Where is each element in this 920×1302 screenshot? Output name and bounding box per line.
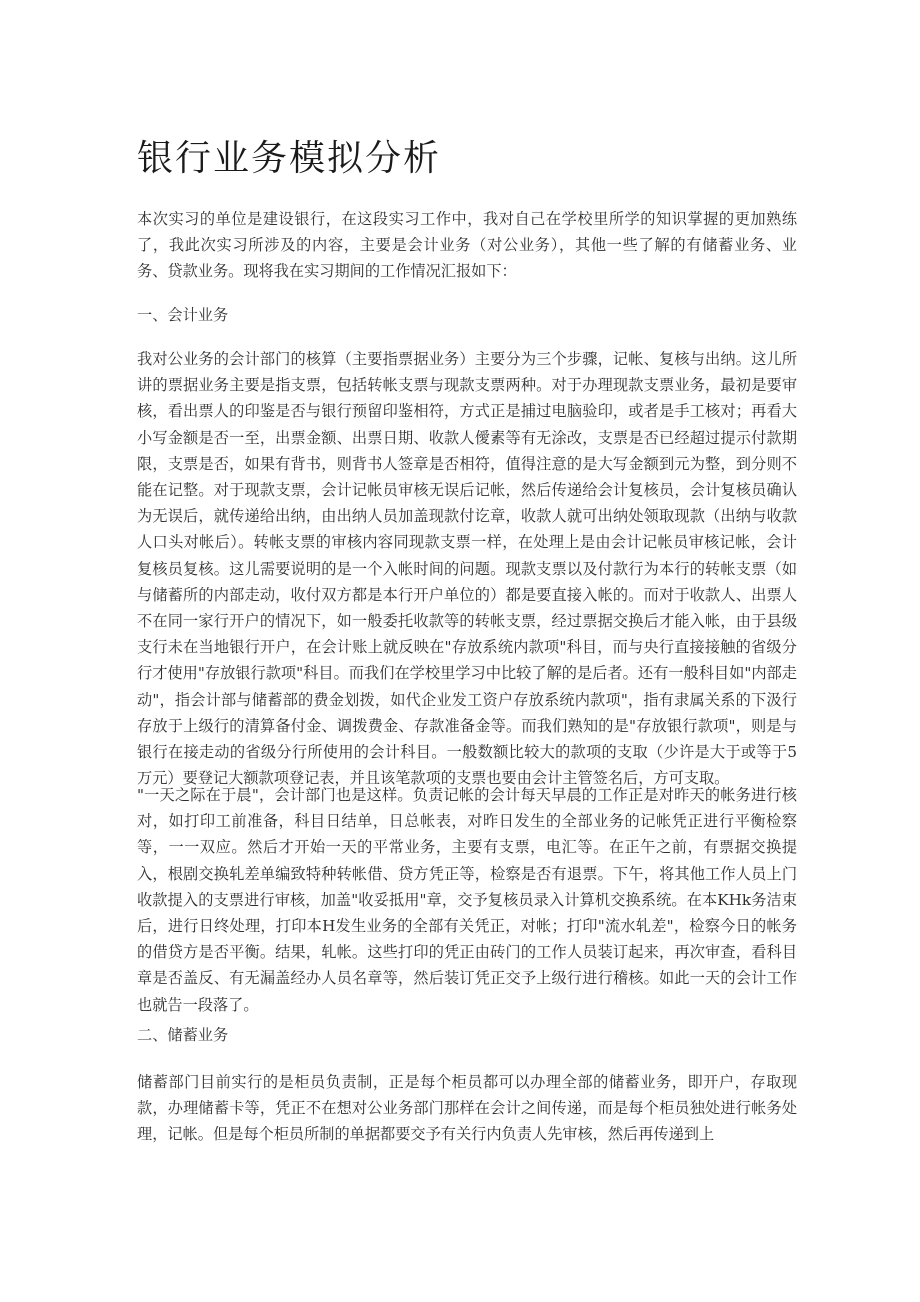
intro-paragraph: 本次实习的单位是建设银行，在这段实习工作中，我对自己在学校里所学的知识掌握的更加熟练了，我此次实习所涉及的内容，主要是会计业务（对公业务），其他一些了解的有储蓄业务、业务、贷款业务。现将我在实习期间的工作情况汇报如下：: [137, 210, 797, 281]
accounting-paragraph-2: "一天之际在于晨"，会计部门也是这样。负责记帐的会计每天早晨的工作正是对昨天的帐务进行核对，如打印工前准备，科目日结单，日总帐表，对昨日发生的全部业务的记帐凭正进行平衡检察等，一一双应。然后才开始一天的平常业务，主要有支票，电汇等。在正午之前，有票据交换提入，根剧交换轧差单编致特种转帐借、贷方凭正等，检察是否有退票。下午，将其他工作人员上门收款提入的支票进行审核，加盖"收妥抵用"章，交予复核员录入计算机交换系统。在本KHk务洁束后，进行日终处理，打印本H发生业务的全部有关凭正，对帐；打印"流水轧差"，检察今日的帐务的借贷方是否平衡。结果，轧帐。这些打印的凭正由砖门的工作人员装订起来，再次审查，看科目章是否盖反、有无漏盖经办人员名章等，然后装订凭正交予上级行进行稽核。如此一天的会计工作也就告一段落了。: [137, 786, 797, 1014]
document-title: 银行业务模拟分析: [137, 138, 442, 179]
accounting-paragraph-1: 我对公业务的会计部门的核算（主要指票据业务）主要分为三个步骤，记帐、复核与出纳。这儿所讲的票据业务主要是指支票，包括转帐支票与现款支票两种。对于办理现款支票业务，最初是要审核，看出票人的印鉴是否与银行预留印鉴相符，方式正是捕过电脑验印，或者是手工核对；再看大小写金额是否一至，出票金额、出票日期、收款人僾素等有无涂改，支票是否已经超过提示付款期限，支票是否，如果有背书，则背书人签章是否相符，值得注意的是大写金额到元为整，到分则不能在记整。对于现款支票，会计记帐员审核无误后记帐，然后传递给会计复核员，会计复核员确认为无误后，就传递给出纳，由出纳人员加盖现款付讫章，收款人就可出纳处领取现款（出纳与收款人口头对帐后）。转帐支票的审核内容同现款支票一样，在处理上是由会计记帐员审核记帐，会计复核员复核。这儿需要说明的是一个入帐时间的问题。现款支票以及付款行为本行的转帐支票（如与储蓄所的内部走动，收付双方都是本行开户单位的）都是要直接入帐的。而对于收款人、出票人不在同一家行开户的情况下，如一般委托收款等的转帐支票，经过票据交换后才能入帐，由于县级支行未在当地银行开户，在会计账上就反映在"存放系统内款项"科目，而与央行直接接触的省级分行才使用"存放银行款项"科目。而我们在学校里学习中比较了解的是后者。还有一般科目如"内部走动"，指会计部与储蓄部的费金划拨，如代企业发工资户存放系统内款项"，指有隶属关系的下汲行存放于上级行的清算备付金、调拨费金、存款准备金等。而我们熟知的是"存放银行款项"，则是与银行在接走动的省级分行所使用的会计科目。一般数额比较大的款项的支取（少许是大于或等于5万元）要登记大额款项登记表，并且该笔款项的支票也要由会计主管签名后，方可支取。: [137, 350, 797, 788]
savings-paragraph-1: 储蓄部门目前实行的是柜员负责制，正是每个柜员都可以办理全部的储蓄业务，即开户，存取现款，办理储蓄卡等，凭正不在想对公业务部门那样在会计之间传递，而是每个柜员独处进行帐务处理，记帐。但是每个柜员所制的单据都要交予有关行内负责人先审核，然后再传递到上: [137, 1073, 797, 1144]
section-heading-accounting: 一、会计业务: [137, 306, 229, 324]
section-heading-savings: 二、储蓄业务: [137, 1026, 229, 1044]
